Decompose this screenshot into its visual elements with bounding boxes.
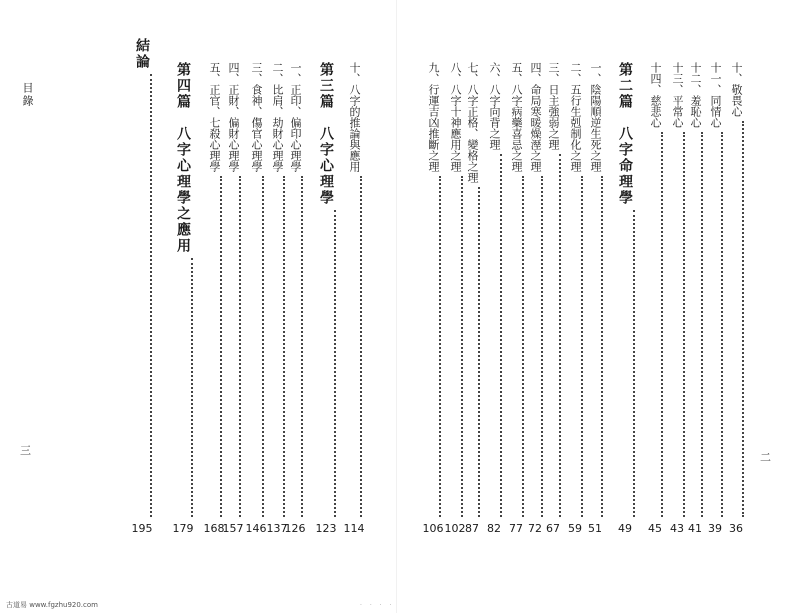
dot-leader <box>522 176 524 517</box>
dot-leader <box>262 176 264 517</box>
dot-leader <box>220 176 222 517</box>
toc-entry <box>687 62 703 517</box>
toc-entry-line <box>669 62 685 517</box>
dot-leader <box>661 132 663 517</box>
dot-leader <box>334 210 336 517</box>
chapter-title: 十四、慈悲心 <box>649 62 662 128</box>
toc-entry-line <box>545 62 561 517</box>
toc-entry-line <box>707 62 723 517</box>
dot-leader <box>701 132 703 517</box>
left-folio: 三 <box>20 444 31 457</box>
dot-leader <box>360 176 362 517</box>
toc-entry-line <box>346 62 362 517</box>
chapter-title: 五、正官、七殺心理學 <box>208 62 221 172</box>
page-number: 195 <box>131 522 153 535</box>
dot-leader <box>541 176 543 517</box>
toc-entry <box>545 62 561 517</box>
toc-entry <box>527 62 543 517</box>
page-number: 41 <box>688 522 702 535</box>
toc-entry <box>707 62 723 517</box>
part-title: 第二篇 八字命理學 <box>617 62 633 206</box>
chapter-title: 七、八字正格、變格之理 <box>466 62 479 183</box>
dot-leader <box>742 121 744 517</box>
footer-watermark: 古道易 www.fgzhu920.com <box>6 601 98 609</box>
part-title: 第三篇 八字心理學 <box>318 62 334 206</box>
toc-entry <box>269 62 285 517</box>
toc-entry-line <box>615 62 635 517</box>
page-number: 72 <box>528 522 542 535</box>
toc-entry <box>132 38 152 517</box>
chapter-title: 四、正財、偏財心理學 <box>227 62 240 172</box>
dot-leader <box>461 176 463 517</box>
toc-entry <box>647 62 663 517</box>
dot-leader <box>478 187 480 517</box>
chapter-title: 六、八字向背之理 <box>488 62 501 150</box>
page-number: 168 <box>203 522 225 535</box>
toc-entry-line <box>464 62 480 517</box>
chapter-title: 二、比肩、劫財心理學 <box>271 62 284 172</box>
dot-leader <box>191 258 193 517</box>
toc-entry-line <box>486 62 502 517</box>
toc-entry <box>206 62 222 517</box>
footer-scan-mark: · · · · <box>360 602 395 609</box>
dot-leader <box>581 176 583 517</box>
toc-entry-line <box>225 62 241 517</box>
page-number: 39 <box>708 522 722 535</box>
page-fold <box>396 0 397 613</box>
chapter-title: 十一、同情心 <box>709 62 722 128</box>
toc-entry-line <box>728 62 744 517</box>
page-number: 179 <box>172 522 194 535</box>
toc-entry-line <box>527 62 543 517</box>
dot-leader <box>283 176 285 517</box>
toc-entry-line <box>567 62 583 517</box>
toc-entry-line <box>132 38 152 517</box>
dot-leader <box>601 176 603 517</box>
toc-entry <box>567 62 583 517</box>
dot-leader <box>721 132 723 517</box>
page-number: 126 <box>284 522 306 535</box>
toc-entry-line <box>687 62 703 517</box>
page-number: 45 <box>648 522 662 535</box>
page-number: 67 <box>546 522 560 535</box>
toc-entry <box>173 62 193 517</box>
dot-leader <box>439 176 441 517</box>
page-number: 106 <box>422 522 444 535</box>
toc-entry-line <box>316 62 336 517</box>
chapter-title: 十、敬畏心 <box>730 62 743 117</box>
dot-leader <box>683 132 685 517</box>
page-number: 59 <box>568 522 582 535</box>
chapter-title: 九、行運吉凶推斷之理 <box>427 62 440 172</box>
chapter-title: 三、食神、傷官心理學 <box>250 62 263 172</box>
part-title: 第四篇 八字心理學之應用 <box>175 62 191 254</box>
page-number: 102 <box>444 522 466 535</box>
toc-entry <box>425 62 441 517</box>
dot-leader <box>301 176 303 517</box>
chapter-title: 一、正印、偏印心理學 <box>289 62 302 172</box>
toc-entry <box>248 62 264 517</box>
toc-entry-line <box>647 62 663 517</box>
page-number: 77 <box>509 522 523 535</box>
toc-entry-line <box>447 62 463 517</box>
page-number: 51 <box>588 522 602 535</box>
page-number: 49 <box>618 522 632 535</box>
chapter-title: 十、八字的推論與應用 <box>348 62 361 172</box>
page-number: 114 <box>343 522 365 535</box>
page-number: 123 <box>315 522 337 535</box>
chapter-title: 八、八字十神應用之理 <box>449 62 462 172</box>
chapter-title: 十二、羞恥心 <box>689 62 702 128</box>
chapter-title: 四、命局寒暖燥溼之理 <box>529 62 542 172</box>
toc-entry <box>225 62 241 517</box>
chapter-title: 五、八字病藥喜忌之理 <box>510 62 523 172</box>
dot-leader <box>633 210 635 517</box>
toc-entry <box>508 62 524 517</box>
part-title: 結論 <box>134 38 150 70</box>
toc-entry <box>669 62 685 517</box>
toc-entry <box>486 62 502 517</box>
page-number: 36 <box>729 522 743 535</box>
right-folio: 二 <box>760 451 771 464</box>
toc-entry-line <box>287 62 303 517</box>
toc-entry <box>287 62 303 517</box>
dot-leader <box>500 154 502 517</box>
toc-entry <box>728 62 744 517</box>
toc-entry-line <box>269 62 285 517</box>
chapter-title: 一、陰陽順逆生死之理 <box>589 62 602 172</box>
toc-entry-line <box>587 62 603 517</box>
toc-entry-line <box>206 62 222 517</box>
toc-entry <box>447 62 463 517</box>
page-number: 137 <box>266 522 288 535</box>
chapter-title: 三、日主強弱之理 <box>547 62 560 150</box>
page-number: 82 <box>487 522 501 535</box>
dot-leader <box>239 176 241 517</box>
toc-entry <box>316 62 336 517</box>
toc-entry-line <box>248 62 264 517</box>
chapter-title: 二、五行生剋制化之理 <box>569 62 582 172</box>
dot-leader <box>150 74 152 517</box>
page-number: 146 <box>245 522 267 535</box>
toc-entry <box>615 62 635 517</box>
toc-entry-line <box>173 62 193 517</box>
chapter-title: 十三、平常心 <box>671 62 684 128</box>
page-number: 43 <box>670 522 684 535</box>
toc-entry-line <box>425 62 441 517</box>
toc-entry <box>587 62 603 517</box>
toc-entry <box>464 62 480 517</box>
toc-entry <box>346 62 362 517</box>
page-number: 87 <box>465 522 479 535</box>
dot-leader <box>559 154 561 517</box>
page-number: 157 <box>222 522 244 535</box>
toc-entry-line <box>508 62 524 517</box>
running-head: 目錄 <box>21 82 34 108</box>
